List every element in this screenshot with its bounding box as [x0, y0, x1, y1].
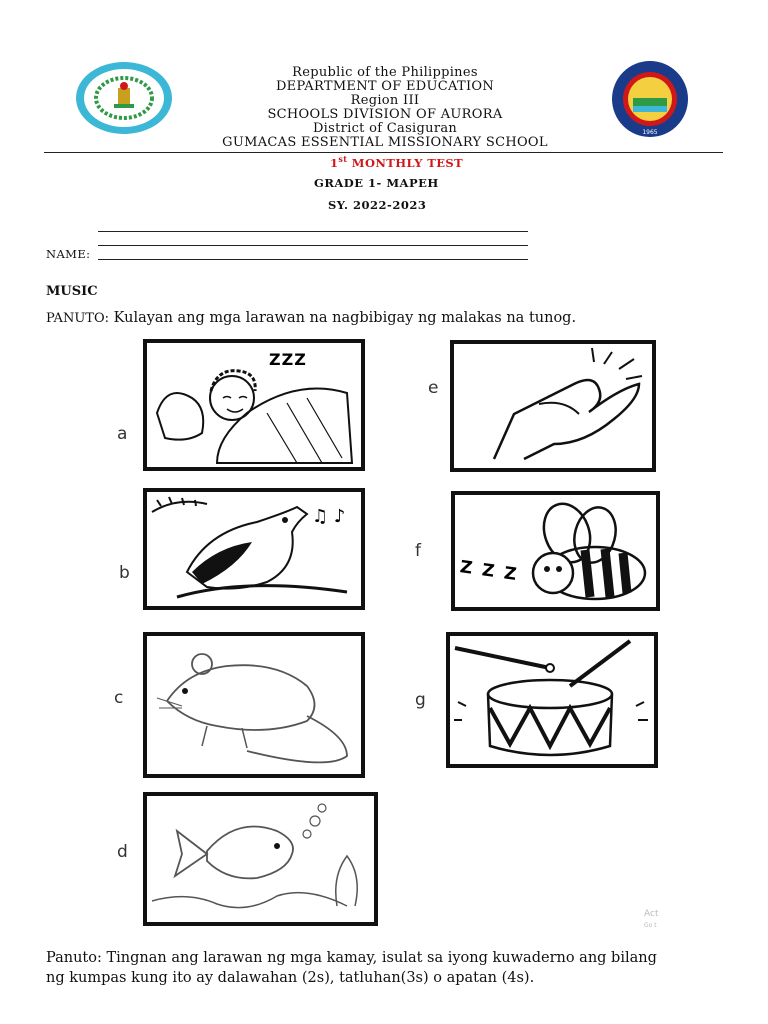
header-district: District of Casiguran: [312, 121, 458, 136]
picture-drum[interactable]: [446, 632, 658, 768]
header-deped: DEPARTMENT OF EDUCATION: [275, 79, 495, 94]
picture-bee[interactable]: [451, 491, 660, 611]
school-logo: [74, 60, 174, 136]
music-note-icon: ♫ ♪: [312, 506, 346, 527]
instruction-1: PANUTO: Kulayan ang mga larawan na nagbibigay ng malakas na tunog.: [46, 310, 577, 326]
header-republic: Republic of the Philippines: [292, 65, 478, 80]
grade-title: GRADE 1- MAPEH: [314, 176, 439, 190]
item-letter-c: c: [114, 688, 124, 708]
school-year: SY. 2022-2023: [328, 198, 427, 212]
svg-text:Z Z Z: Z Z Z: [458, 557, 520, 586]
item-letter-g: g: [415, 690, 426, 710]
seal-year: 1965: [642, 129, 658, 136]
test-title: 1st MONTHLY TEST: [330, 154, 464, 170]
division-seal: [611, 60, 689, 138]
name-field[interactable]: [98, 259, 528, 260]
zzz-text: ZZZ: [269, 350, 307, 369]
watermark: Act Go t: [644, 909, 659, 929]
name-line-2: [98, 245, 528, 246]
item-letter-f: f: [415, 541, 421, 561]
item-letter-a: a: [117, 424, 128, 444]
picture-fish[interactable]: [143, 792, 378, 926]
section-title: MUSIC: [46, 284, 98, 299]
picture-singing-bird[interactable]: [143, 488, 365, 610]
header-rule: [44, 152, 723, 153]
picture-snapping-fingers[interactable]: [450, 340, 656, 472]
item-letter-b: b: [119, 563, 130, 583]
name-line-1: [98, 231, 528, 232]
item-letter-d: d: [117, 842, 128, 862]
header-school: GUMACAS ESSENTIAL MISSIONARY SCHOOL: [222, 135, 548, 150]
picture-mouse[interactable]: [143, 632, 365, 778]
item-letter-e: e: [428, 378, 439, 398]
header-region: Region III: [350, 93, 420, 108]
picture-sleeping-child[interactable]: [143, 339, 365, 471]
name-label: NAME:: [46, 247, 91, 261]
instruction-2: Panuto: Tingnan ang larawan ng mga kamay, isulat sa iyong kuwaderno ang bilang ng kumpas kung ito ay dalawahan (2s), tatluhan(3s) o apatan (4s).: [46, 950, 657, 986]
header-division: SCHOOLS DIVISION OF AURORA: [267, 107, 503, 122]
